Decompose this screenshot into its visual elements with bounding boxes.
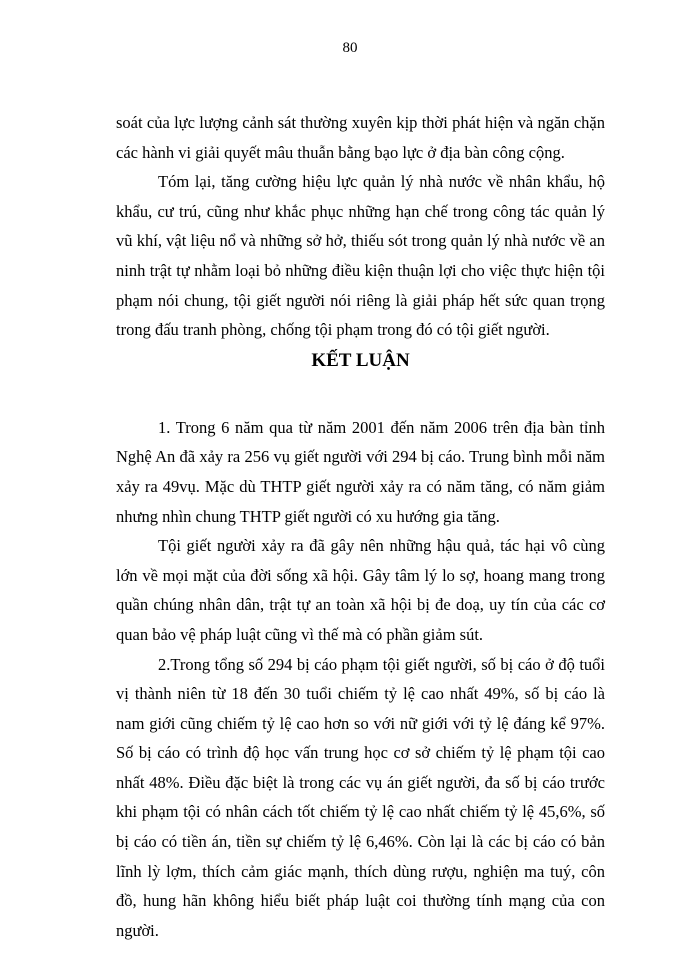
body-paragraph: Tội giết người xảy ra đã gây nên những hậu quả, tác hại vô cùng lớn về mọi mặt của đời sống xã hội. Gây tâm lý lo sợ, hoang mang trong quần chúng nhân dân, trật tự an toàn xã hội bị đe doạ, uy tín của các cơ quan bảo vệ pháp luật cũng vì thế mà có phần giảm sút. [116,536,605,644]
body-paragraph: Tóm lại, tăng cường hiệu lực quản lý nhà nước về nhân khẩu, hộ khẩu, cư trú, cũng như khắc phục những hạn chế trong công tác quản lý vũ khí, vật liệu nổ và những sở hở, thiếu sót trong quản lý nhà nước về an ninh trật tự nhằm loại bỏ những điều kiện thuận lợi cho việc thực hiện tội phạm nói chung, tội giết người nói riêng là giải pháp hết sức quan trọng trong đấu tranh phòng, chống tội phạm trong đó có tội giết người. [116,172,605,340]
section-heading: KẾT LUẬN [311,349,410,371]
page-number: 80 [342,40,358,56]
body-paragraph: soát của lực lượng cảnh sát thường xuyên kịp thời phát hiện và ngăn chặn các hành vi giải quyết mâu thuẫn bằng bạo lực ở địa bàn công cộng. [116,113,605,162]
body-paragraph: 1. Trong 6 năm qua từ năm 2001 đến năm 2006 trên địa bàn tỉnh Nghệ An đã xảy ra 256 vụ giết người với 294 bị cáo. Trung bình mỗi năm xảy ra 49vụ. Mặc dù THTP giết người xảy ra có năm tăng, có năm giảm nhưng nhìn chung THTP giết người có xu hướng gia tăng. [116,417,605,526]
body-paragraph: 2.Trong tổng số 294 bị cáo phạm tội giết người, số bị cáo ở độ tuổi vị thành niên từ 18 đến 30 tuổi chiếm tỷ lệ cao nhất 49%, số bị cáo là nam giới cũng chiếm tỷ lệ cao hơn so với nữ giới với tỷ lệ đáng kể 97%. Số bị cáo có trình độ học vấn trung học cơ sở chiếm tỷ lệ phạm tội cao nhất 48%. Điều đặc biệt là trong các vụ án giết người, đa số bị cáo trước khi phạm tội có nhân cách tốt chiếm tỷ lệ cao nhất chiếm tỷ lệ 45,6%, số bị cáo có tiền án, tiền sự chiếm tỷ lệ 6,46%. Còn lại là các bị cáo có bản lĩnh lỳ lợm, thích cảm giác mạnh, thích dùng rượu, nghiện ma tuý, côn đồ, hung hãn không hiểu biết pháp luật coi thường tính mạng của con người. [116,654,605,940]
page-body [116,108,605,945]
